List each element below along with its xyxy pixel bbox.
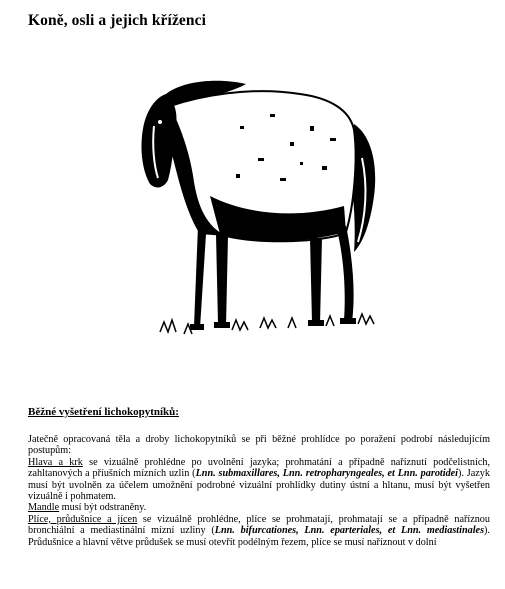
- head-text-2: ). Jazyk musí být uvolněn za účelem umožnění podrobné vizuální prohlídky dutiny ústní a hltanu, musí být vyšetřen vizuálně i pohmatem.: [28, 468, 490, 503]
- body-text: [28, 434, 490, 548]
- tonsils-paragraph: [28, 502, 490, 513]
- head-text-1: se vizuálně prohlédne po uvolnění jazyka; prohmatání a případně naříznutí podčelistních, zahltanových a příušních mízních uzlin (: [28, 456, 490, 480]
- lungs-latin: Lnn. bifurcationes, Lnn. eparteriales, et Lnn. mediastinales: [214, 525, 485, 537]
- lungs-text-1: se vizuálně prohlédne, plíce se prohmatají, prohmatají se a případně naříznou bronchiální a mediastinální mízní uzliny (: [28, 513, 490, 537]
- lungs-paragraph: [28, 514, 490, 548]
- tonsils-text: musí být odstraněny.: [59, 502, 147, 514]
- page-title: Koně, osli a jejich kříženci: [28, 12, 207, 29]
- horse-illustration: [140, 66, 380, 396]
- section-heading: Běžné vyšetření lichokopytníků:: [28, 406, 179, 418]
- lungs-label: Plíce, průdušnice a jícen: [28, 513, 138, 525]
- lungs-text-2: ). Průdušnice a hlavní větve průdušek se musí otevřít podélným řezem, plíce se musí naříznout v dolní: [28, 525, 490, 548]
- head-label: Hlava a krk: [28, 456, 83, 468]
- intro-paragraph: Jatečně opracovaná těla a droby lichokopytníků se při běžné prohlídce po poražení podrobí následujícím postupům:: [28, 434, 490, 457]
- head-paragraph: [28, 457, 490, 503]
- tonsils-label: Mandle: [28, 502, 60, 514]
- head-latin: Lnn. submaxillares, Lnn. retropharyngeales, et Lnn. parotidei: [195, 468, 459, 480]
